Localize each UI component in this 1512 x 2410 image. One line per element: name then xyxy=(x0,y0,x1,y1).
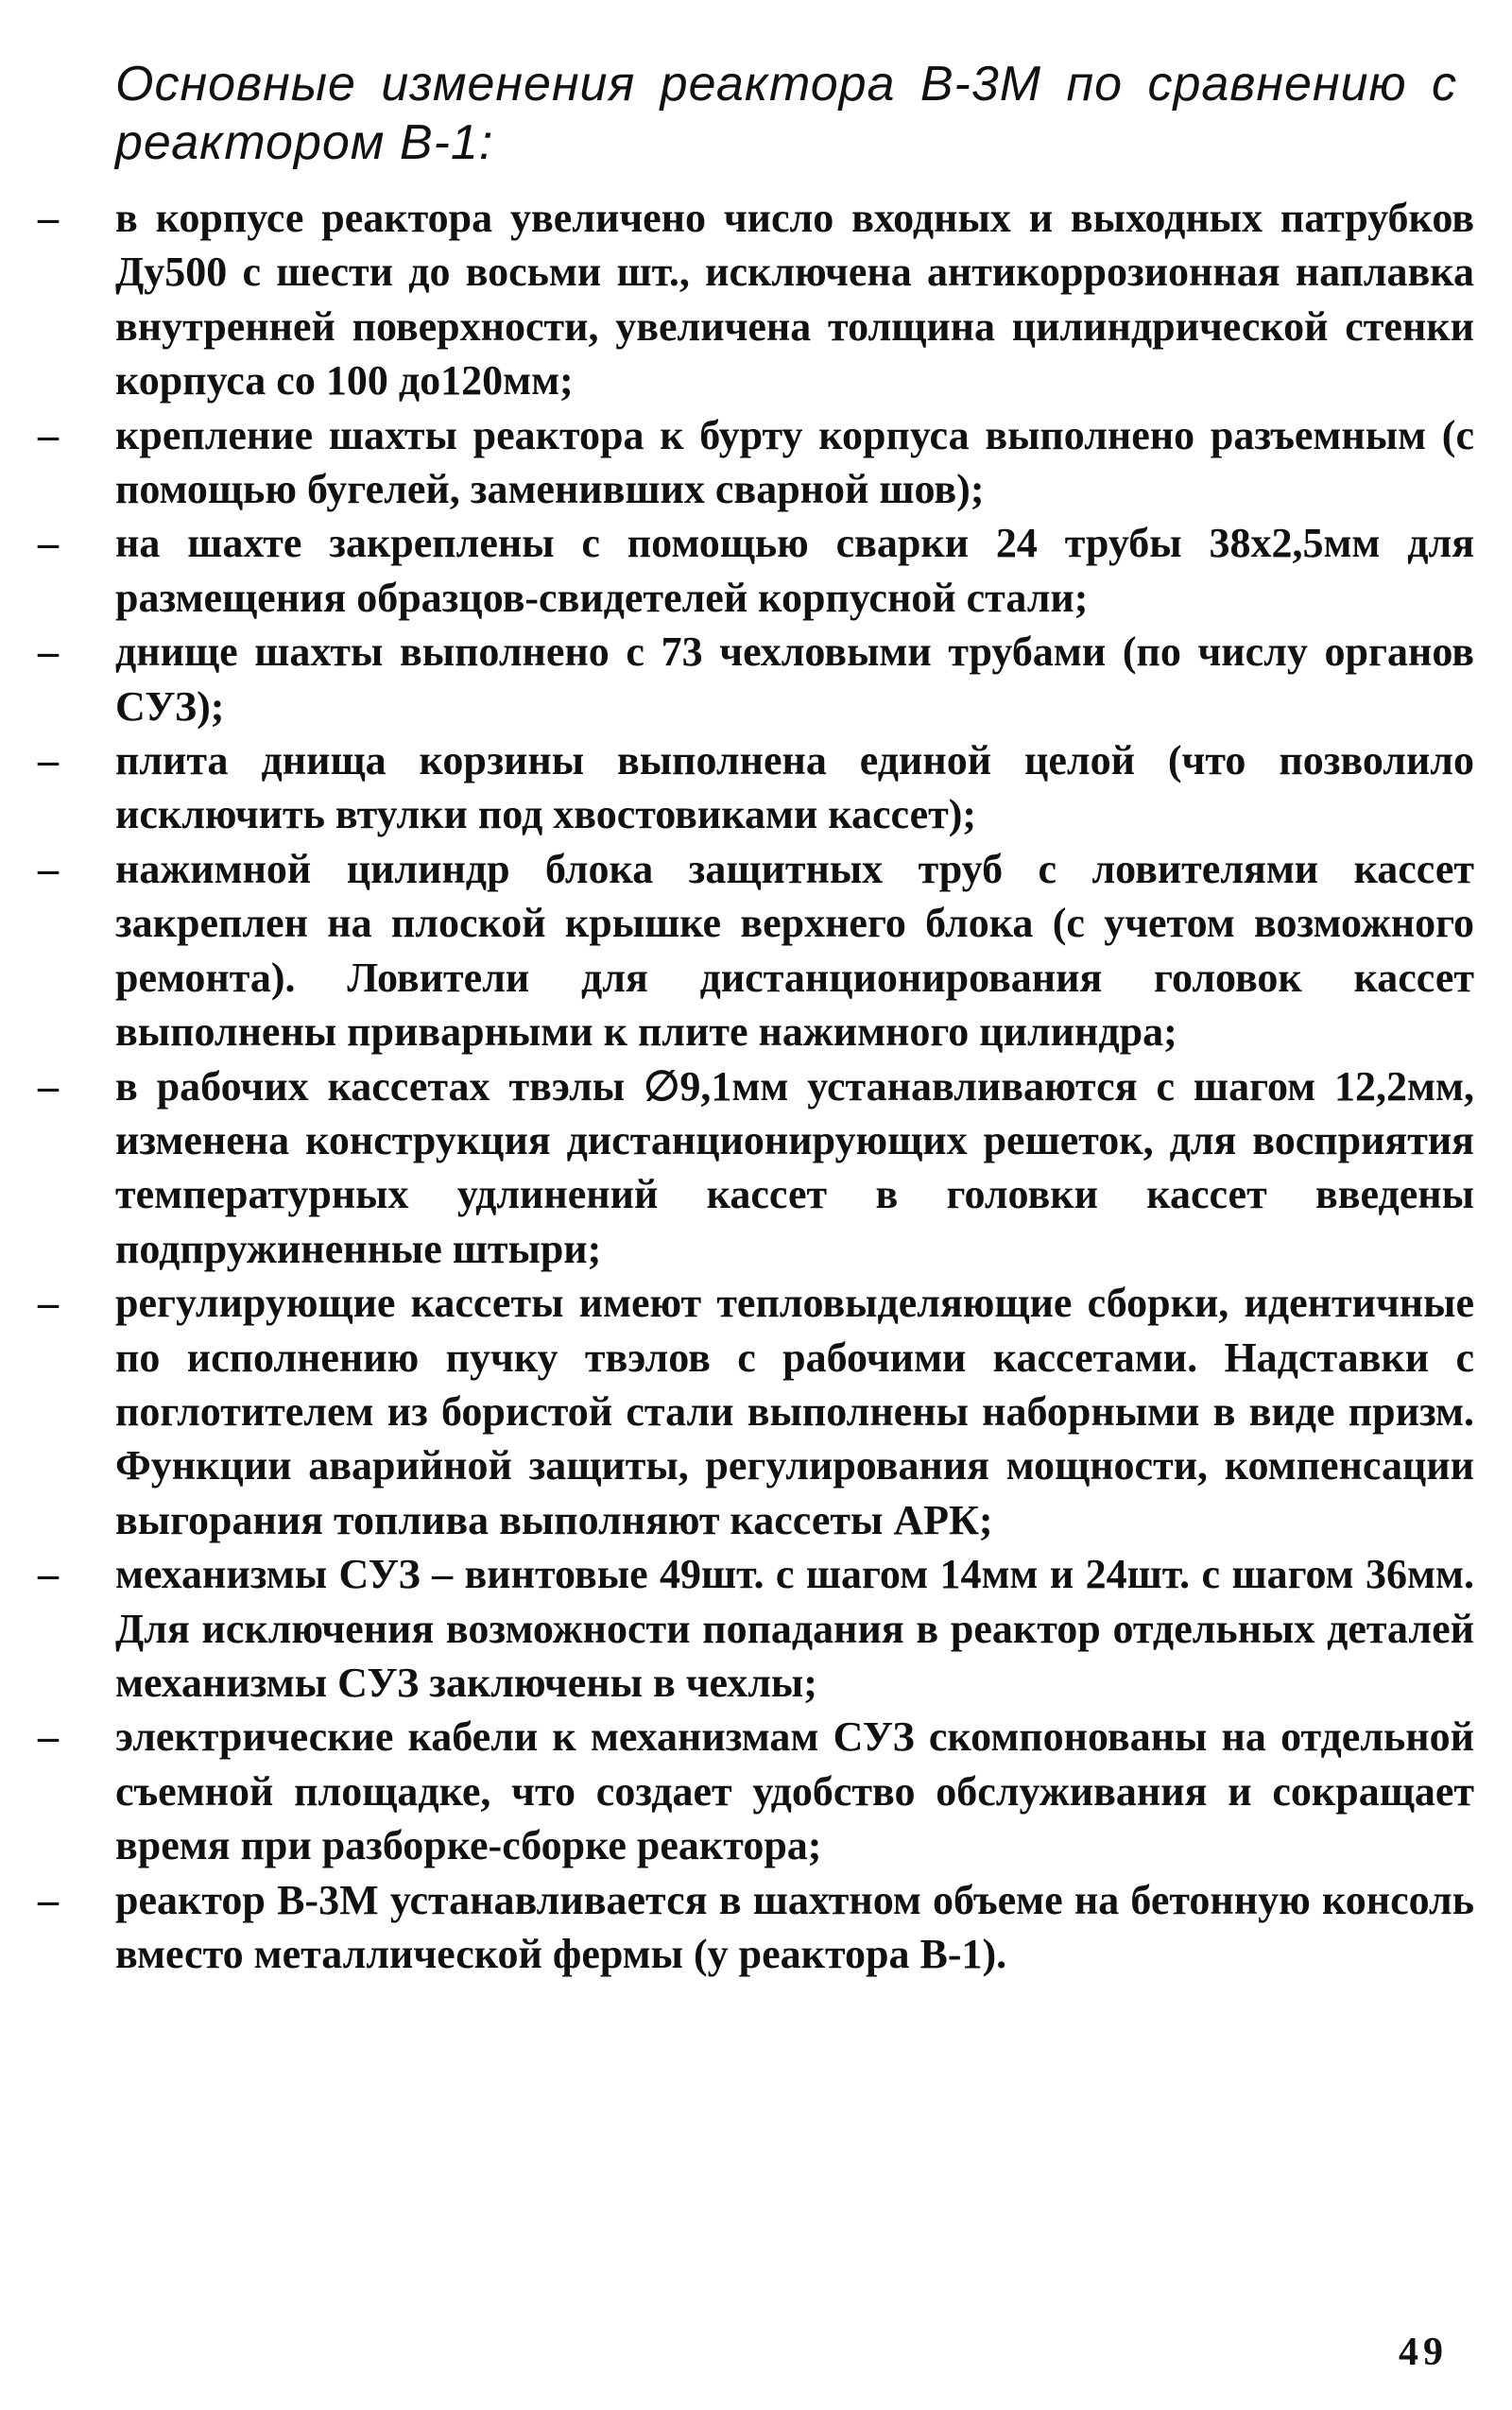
list-item xyxy=(38,408,1474,517)
list-item xyxy=(38,625,1474,733)
list-item-text: реактор В-3М устанавливается в шахтном объеме на бетонную консоль вместо металлической фермы (у реактора В-1). xyxy=(115,1876,1474,1977)
list-item xyxy=(38,1276,1474,1547)
list-item-text: механизмы СУЗ – винтовые 49шт. с шагом 14мм и 24шт. с шагом 36мм. Для исключения возможности попадания в реактор отдельных деталей механизмы СУЗ заключены в чехлы; xyxy=(115,1551,1474,1706)
list-item-text: крепление шахты реактора к бурту корпуса выполнено разъемным (с помощью бугелей, заменивших сварной шов); xyxy=(115,411,1474,513)
bullet-dash: – xyxy=(38,628,59,676)
bullet-dash: – xyxy=(38,1713,59,1761)
list-item xyxy=(38,516,1474,625)
list-item-text: плита днища корзины выполнена единой целой (что позволило исключить втулки под хвостовиками кассет); xyxy=(115,737,1474,838)
bullet-dash: – xyxy=(38,195,59,241)
bullet-dash: – xyxy=(38,845,59,892)
changes-list xyxy=(38,191,1474,1981)
list-item-text: в корпусе реактора увеличено число входных и выходных патрубков Ду500 с шести до восьми шт., исключена антикоррозионная наплавка внутренней поверхности, увеличена толщина цилиндрической стенки корпуса со 100 до120мм; xyxy=(115,195,1474,405)
bullet-dash: – xyxy=(38,737,59,784)
list-item xyxy=(38,733,1474,842)
list-item xyxy=(38,842,1474,1059)
list-item-text: на шахте закреплены с помощью сварки 24 трубы 38х2,5мм для размещения образцов-свидетелей корпусной стали; xyxy=(115,520,1474,621)
bullet-dash: – xyxy=(38,1062,59,1110)
bullet-dash: – xyxy=(38,411,59,458)
bullet-dash: – xyxy=(38,1280,59,1327)
list-item-text: нажимной цилиндр блока защитных труб с ловителями кассет закреплен на плоской крышке верхнего блока (с учетом возможного ремонта). Ловители для дистанционирования головок кассет выполнены приварными к плите нажимного цилиндра; xyxy=(115,845,1474,1056)
bullet-dash: – xyxy=(38,1876,59,1923)
bullet-dash: – xyxy=(38,1551,59,1598)
page-number: 49 xyxy=(1399,2331,1448,2374)
list-item xyxy=(38,1710,1474,1872)
list-item-text: электрические кабели к механизмам СУЗ скомпонованы на отдельной съемной площадке, что создает удобство обслуживания и сокращает время при разборке-сборке реактора; xyxy=(115,1713,1474,1869)
list-item-text: регулирующие кассеты имеют тепловыделяющие сборки, идентичные по исполнению пучку твэлов с рабочими кассетами. Надставки с поглотителем из бористой стали выполнены наборными в виде призм. Функции аварийной защиты, регулирования мощности, компенсации выгорания топлива выполняют кассеты АРК; xyxy=(115,1280,1474,1543)
bullet-dash: – xyxy=(38,520,59,567)
list-item-text: в рабочих кассетах твэлы ∅9,1мм устанавливаются с шагом 12,2мм, изменена конструкция дистанционирующих решеток, для восприятия температурных удлинений кассет в головки кассет введены подпружиненные штыри; xyxy=(115,1062,1474,1272)
list-item xyxy=(38,1059,1474,1277)
list-item xyxy=(38,1873,1474,1982)
section-heading: Основные изменения реактора В-3М по сравнению с реактором В-1: xyxy=(115,57,1457,170)
list-item xyxy=(38,191,1474,408)
list-item-text: днище шахты выполнено с 73 чехловыми трубами (по числу органов СУЗ); xyxy=(115,628,1474,730)
list-item xyxy=(38,1547,1474,1710)
